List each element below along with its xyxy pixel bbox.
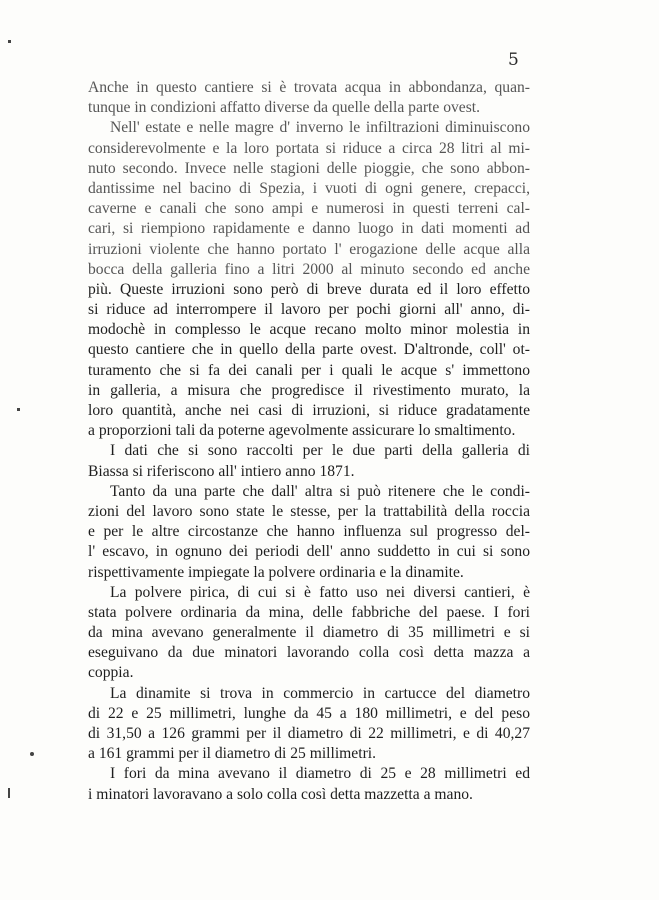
text-line: cari, si riempiono rapidamente e danno luogo in dati momenti ad bbox=[88, 220, 530, 238]
text-line: i minatori lavoravano a solo colla così detta mazzetta a mano. bbox=[88, 785, 473, 803]
text-line: in galleria, a misura che progredisce il rivestimento murato, la bbox=[88, 381, 530, 399]
text-line: coppia. bbox=[88, 664, 134, 682]
text-line: di 31,50 a 126 grammi per il diametro di 22 millimetri, e di 40,27 bbox=[88, 725, 530, 742]
text-line: caverne e canali che sono ampi e numerosi in questi terreni cal- bbox=[88, 200, 530, 218]
text-line: modochè in complesso le acque recano molto minor molestia in bbox=[88, 321, 530, 339]
text-line: I fori da mina avevano il diametro di 25 e 28 millimetri ed bbox=[110, 765, 530, 783]
text-line: si riduce ad interrompere il lavoro per pochi giorni all' anno, di- bbox=[88, 301, 530, 319]
text-line: Anche in questo cantiere si è trovata acqua in abbondanza, quan- bbox=[88, 79, 530, 96]
text-line: a 161 grammi per il diametro di 25 millimetri. bbox=[88, 745, 376, 763]
margin-mark bbox=[17, 408, 20, 411]
text-line: a proporzioni tali da poterne agevolmente assicurare lo smaltimento. bbox=[88, 422, 516, 440]
text-line: Tanto da una parte che dall' altra si può ritenere che le condi- bbox=[110, 482, 530, 500]
text-line: considerevolmente e la loro portata si riduce a circa 28 litri al mi- bbox=[88, 139, 530, 157]
text-line: di 22 e 25 millimetri, lunghe da 45 a 180 millimetri, e del peso bbox=[88, 704, 530, 722]
text-line: l' escavo, in ognuno dei periodi dell' anno suddetto in cui si sono bbox=[88, 543, 530, 561]
text-line: questo cantiere che in quello della parte ovest. D'altronde, coll' ot- bbox=[88, 341, 530, 359]
text-line: irruzioni violente che hanno portato l' erogazione delle acque alla bbox=[88, 240, 530, 258]
text-line: eseguivano da due minatori lavorando colla così detta mazza a bbox=[88, 644, 530, 662]
text-line: da mina avevano generalmente il diametro di 35 millimetri e si bbox=[88, 624, 530, 642]
text-line: Nell' estate e nelle magre d' inverno le infiltrazioni diminuiscono bbox=[110, 119, 530, 137]
text-line: turamento che si fa dei canali per i quali le acque s' immettono bbox=[88, 361, 530, 379]
text-line: zioni del lavoro sono state le stesse, per la trattabilità della roccia bbox=[88, 502, 530, 520]
page-number: 5 bbox=[508, 50, 519, 70]
text-line: e per le altre circostanze che hanno influenza sul progresso del- bbox=[88, 523, 530, 541]
text-line: rispettivamente impiegate la polvere ordinaria e la dinamite. bbox=[88, 563, 464, 581]
text-line: nuto secondo. Invece nelle stagioni delle pioggie, che sono abbon- bbox=[88, 159, 530, 177]
text-line: La dinamite si trova in commercio in cartucce del diametro bbox=[110, 684, 530, 702]
text-line: bocca della galleria fino a litri 2000 al minuto secondo ed anche bbox=[88, 260, 530, 278]
margin-mark bbox=[8, 788, 10, 798]
margin-mark bbox=[30, 752, 34, 756]
text-line: stata polvere ordinaria da mina, delle fabbriche del paese. I fori bbox=[88, 603, 530, 621]
text-line: tunque in condizioni affatto diverse da quelle della parte ovest. bbox=[88, 99, 481, 117]
text-line: loro quantità, anche nei casi di irruzioni, si riduce gradatamente bbox=[88, 402, 530, 419]
text-line: dantissime nel bacino di Spezia, i vuoti di ogni genere, crepacci, bbox=[88, 179, 530, 197]
body-text bbox=[88, 78, 530, 805]
text-line: Biassa si riferiscono all' intiero anno 1871. bbox=[88, 462, 355, 480]
text-line: I dati che si sono raccolti per le due parti della galleria di bbox=[110, 442, 530, 460]
margin-mark bbox=[8, 40, 11, 43]
text-line: più. Queste irruzioni sono però di breve durata ed il loro effetto bbox=[88, 280, 530, 298]
text-line: La polvere pirica, di cui si è fatto uso nei diversi cantieri, è bbox=[110, 583, 530, 601]
